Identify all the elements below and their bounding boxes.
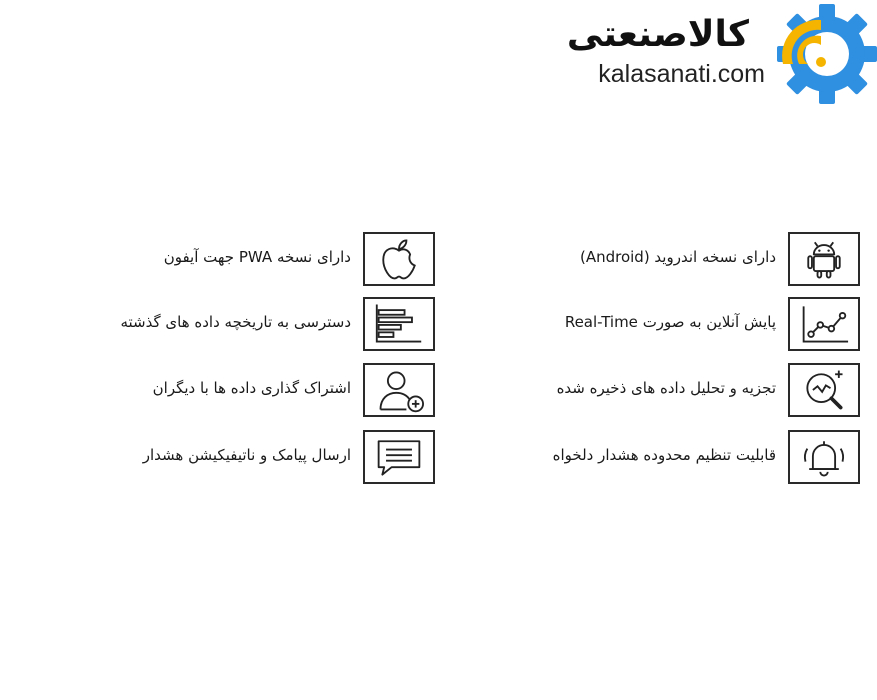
bar-chart-icon-box <box>363 297 435 351</box>
feature-pwa-iphone <box>40 232 435 288</box>
feature-share <box>40 363 435 419</box>
feature-alarm <box>470 430 860 486</box>
feature-label: ارسال پیامک و ناتیفیکیشن هشدار <box>142 446 351 464</box>
feature-sms <box>40 430 435 486</box>
apple-icon <box>365 234 433 284</box>
feature-label: تجزیه و تحلیل داده های ذخیره شده <box>556 379 776 397</box>
logo-domain: kalasanati.com <box>598 60 765 88</box>
feature-label: دسترسی به تاریخچه داده های گذشته <box>120 313 351 331</box>
feature-label: قابلیت تنظیم محدوده هشدار دلخواه <box>552 446 776 464</box>
feature-analysis <box>470 363 860 419</box>
line-chart-icon-box <box>788 297 860 351</box>
logo-wordmark: کالاصنعتی <box>566 14 749 55</box>
feature-label: دارای نسخه PWA جهت آیفون <box>163 248 351 266</box>
feature-label: اشتراک گذاری داده ها با دیگران <box>152 379 351 397</box>
user-add-icon-box <box>363 363 435 417</box>
line-chart-icon <box>790 299 858 349</box>
bar-chart-icon <box>365 299 433 349</box>
feature-history <box>40 297 435 353</box>
android-icon <box>790 234 858 284</box>
message-icon <box>365 432 433 482</box>
user-add-icon <box>365 365 433 415</box>
alarm-bell-icon <box>790 432 858 482</box>
feature-android <box>470 232 860 288</box>
feature-label: دارای نسخه اندروید (Android) <box>579 248 776 266</box>
android-icon-box <box>788 232 860 286</box>
gear-signal-icon <box>765 0 877 112</box>
alarm-bell-icon-box <box>788 430 860 484</box>
feature-realtime <box>470 297 860 353</box>
apple-icon-box <box>363 232 435 286</box>
message-icon-box <box>363 430 435 484</box>
analysis-magnifier-icon <box>790 365 858 415</box>
analysis-magnifier-icon-box <box>788 363 860 417</box>
brand-logo <box>540 0 877 112</box>
feature-label: پایش آنلاین به صورت Real-Time <box>564 313 776 331</box>
